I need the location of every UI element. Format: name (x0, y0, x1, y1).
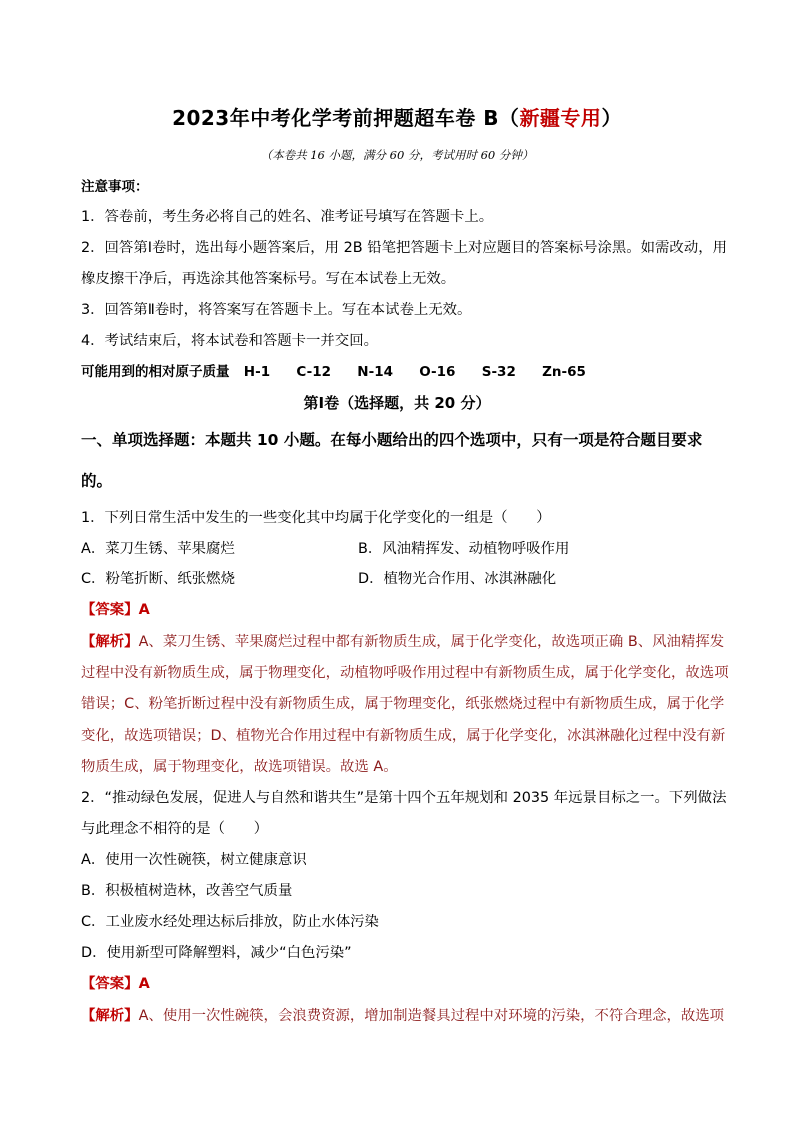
q1-answer-label: 【答案】 (81, 602, 139, 618)
q2-analysis-line1 (81, 1006, 725, 1026)
q1-option-b: B．风油精挥发、动植物呼吸作用 (358, 541, 570, 557)
atomic-masses (81, 362, 721, 382)
q1-answer-value: A (138, 602, 150, 618)
mass-n: N-14 (357, 364, 393, 380)
note-item-2-line1: 2．回答第Ⅰ卷时，选出每小题答案后，用 2B 铅笔把答题卡上对应题目的答案标号涂黑。如需改动，用 (81, 240, 727, 256)
q1-analysis-line1 (81, 632, 725, 652)
note-item-2-line2: 橡皮擦干净后，再选涂其他答案标号。写在本试卷上无效。 (81, 271, 456, 287)
q2-option-b: B．积极植树造林，改善空气质量 (81, 883, 293, 899)
mass-h: H-1 (243, 364, 271, 380)
q1-analysis-line2: 过程中没有新物质生成，属于物理变化，动植物呼吸作用过程中有新物质生成，属于化学变化，故选项 (81, 665, 729, 681)
section-instructions-line1: 一、单项选择题：本题共 10 小题。在每小题给出的四个选项中，只有一项是符合题目要求 (81, 431, 703, 449)
q1-analysis-label: 【解析】 (81, 634, 139, 650)
q2-analysis-label: 【解析】 (81, 1008, 139, 1024)
page-subtitle: （本卷共 16 小题，满分 60 分，考试用时 60 分钟） (260, 148, 534, 162)
note-item-3: 3．回答第Ⅱ卷时，将答案写在答题卡上。写在本试卷上无效。 (81, 302, 472, 318)
q2-analysis-text1: A、使用一次性碗筷，会浪费资源，增加制造餐具过程中对环境的污染，不符合理念，故选项 (138, 1008, 725, 1024)
q1-option-d: D．植物光合作用、冰淇淋融化 (358, 571, 557, 587)
section-instructions-line2: 的。 (81, 472, 113, 490)
atomic-masses-label: 可能用到的相对原子质量 (81, 364, 230, 380)
q1-analysis-line3: 错误；C、粉笔折断过程中没有新物质生成，属于物理变化，纸张燃烧过程中有新物质生成，属于化学 (81, 696, 725, 712)
q2-option-d: D．使用新型可降解塑料，减少“白色污染” (81, 945, 352, 961)
q1-answer (81, 600, 721, 620)
title-region: 新疆专用 (519, 106, 602, 130)
q2-answer-value: A (138, 976, 150, 992)
mass-c: C-12 (296, 364, 331, 380)
q1-option-c: C．粉笔折断、纸张燃烧 (81, 571, 235, 587)
q2-stem-line1: 2．“推动绿色发展，促进人与自然和谐共生”是第十四个五年规划和 2035 年远景目标之一。下列做法 (81, 790, 727, 806)
section-title: 第Ⅰ卷（选择题，共 20 分） (303, 394, 491, 412)
title-main: 2023年中考化学考前押题超车卷 B（ (172, 106, 520, 130)
q1-stem: 1．下列日常生活中发生的一些变化其中均属于化学变化的一组是（ ） (81, 510, 551, 526)
q2-option-a: A．使用一次性碗筷，树立健康意识 (81, 852, 307, 868)
page-title (0, 102, 794, 131)
mass-zn: Zn-65 (542, 364, 586, 380)
q1-analysis-line5: 物质生成，属于物理变化，故选项错误。故选 A。 (81, 759, 398, 775)
q1-analysis-text1: A、菜刀生锈、苹果腐烂过程中都有新物质生成，属于化学变化，故选项正确 B、风油精挥发 (138, 634, 725, 650)
q2-answer (81, 974, 721, 994)
mass-s: S-32 (481, 364, 516, 380)
q1-analysis-line4: 变化，故选项错误；D、植物光合作用过程中有新物质生成，属于化学变化，冰淇淋融化过程中没有新 (81, 728, 726, 744)
q1-option-a: A．菜刀生锈、苹果腐烂 (81, 541, 235, 557)
title-end: ） (601, 106, 622, 130)
mass-o: O-16 (419, 364, 456, 380)
q2-stem-line2: 与此理念不相符的是（ ） (81, 821, 269, 837)
note-item-1: 1．答卷前，考生务必将自己的姓名、准考证号填写在答题卡上。 (81, 209, 494, 225)
q2-option-c: C．工业废水经处理达标后排放，防止水体污染 (81, 914, 379, 930)
q2-answer-label: 【答案】 (81, 976, 139, 992)
note-item-4: 4．考试结束后，将本试卷和答题卡一并交回。 (81, 333, 378, 349)
notes-heading: 注意事项： (81, 179, 149, 195)
